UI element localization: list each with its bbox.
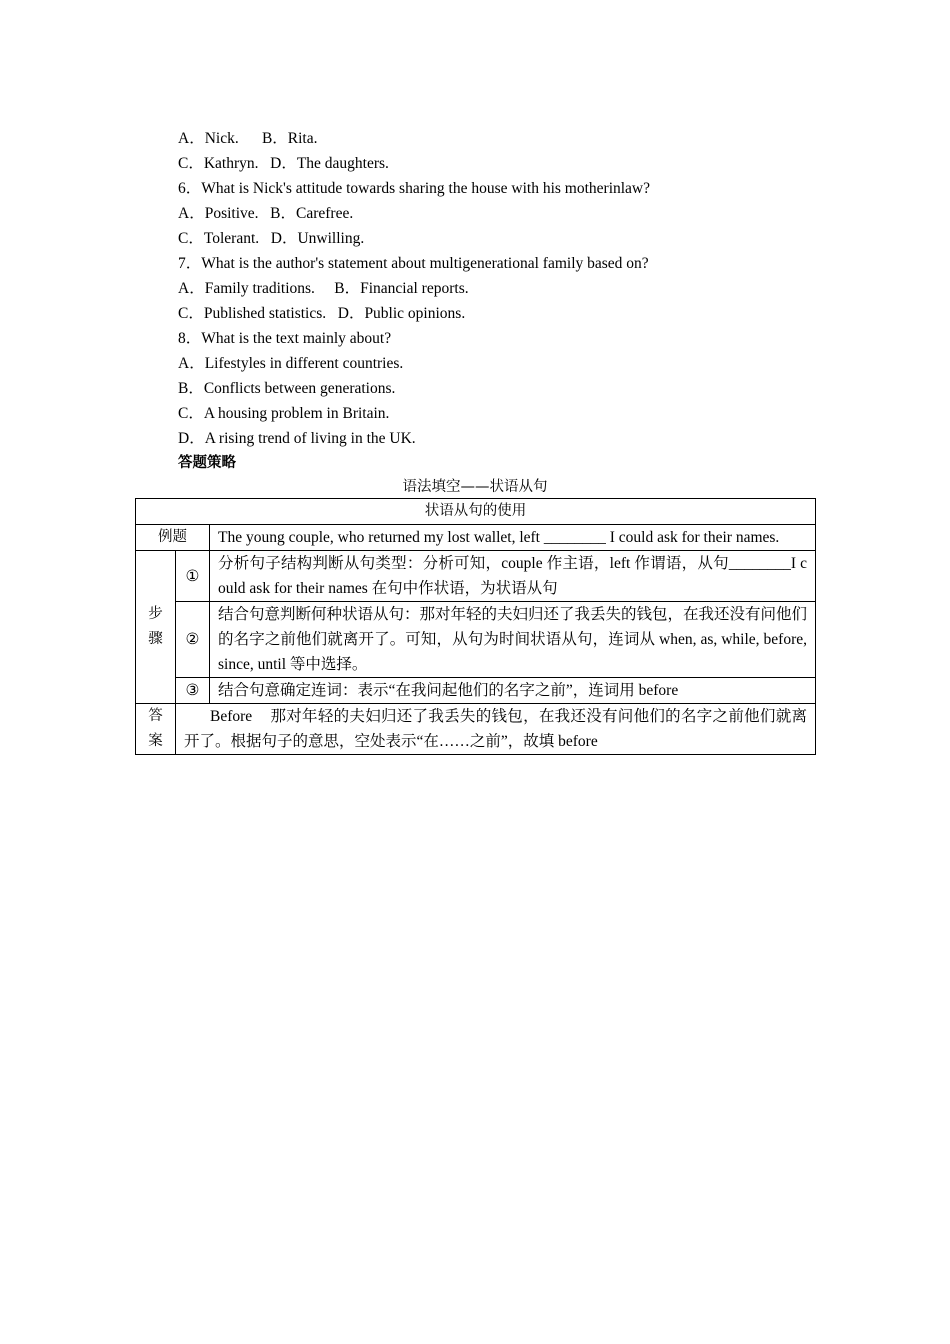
answer-label-text: 答案 (148, 708, 163, 749)
step-row (136, 678, 816, 704)
question-line: 6．What is Nick's attitude towards sharing the house with his motherinlaw? (178, 180, 651, 197)
section-title: 语法填空——状语从句 (402, 479, 548, 495)
question-line: A．Nick. B．Rita. (178, 130, 318, 147)
question-block (178, 126, 650, 476)
answer-cell (176, 704, 816, 755)
example-label: 例题 (136, 525, 210, 551)
answer-explanation: 那对年轻的夫妇归还了我丢失的钱包，在我还没有问他们的名字之前他们就离开了。根据句子的意思，空处表示“在……之前”，故填 before (184, 708, 807, 750)
question-line: C．Tolerant. D．Unwilling. (178, 230, 365, 247)
step-text: 结合句意判断何种状语从句：那对年轻的夫妇归还了我丢失的钱包，在我还没有问他们的名字之前他们就离开了。可知，从句为时间状语从句，连词从 when, as, while, before, since, until 等中选择。 (210, 602, 816, 678)
question-line: C．Kathryn. D．The daughters. (178, 155, 389, 172)
question-line: A．Family traditions. B．Financial reports. (178, 280, 469, 297)
table-header-row (136, 499, 816, 525)
grammar-table (135, 498, 816, 755)
question-line: B．Conflicts between generations. (178, 380, 396, 397)
question-line: C．A housing problem in Britain. (178, 405, 390, 422)
step-text: 分析句子结构判断从句类型：分析可知，couple 作主语，left 作谓语，从句________I could ask for their names 在句中作状语，为状语从句 (210, 551, 816, 602)
question-line: 8．What is the text mainly about? (178, 330, 392, 347)
step-text: 结合句意确定连词：表示“在我问起他们的名字之前”，连词用 before (210, 678, 816, 704)
question-line: C．Published statistics. D．Public opinions. (178, 305, 466, 322)
step-number: ① (176, 551, 210, 602)
step-number: ② (176, 602, 210, 678)
table-header: 状语从句的使用 (136, 499, 816, 525)
step-row (136, 602, 816, 678)
answer-label (136, 704, 176, 755)
steps-label (136, 551, 176, 704)
example-text: The young couple, who returned my lost wallet, left ________ I could ask for their names. (210, 525, 816, 551)
question-line: D．A rising trend of living in the UK. (178, 430, 416, 447)
steps-label-text: 步骤 (148, 606, 163, 647)
step-number: ③ (176, 678, 210, 704)
question-line: 7．What is the author's statement about multigenerational family based on? (178, 255, 649, 272)
answer-word: Before (210, 708, 253, 725)
strategy-heading: 答题策略 (178, 455, 236, 471)
example-row (136, 525, 816, 551)
question-line: A．Positive. B．Carefree. (178, 205, 354, 222)
question-line: A．Lifestyles in different countries. (178, 355, 404, 372)
answer-row (136, 704, 816, 755)
step-row (136, 551, 816, 602)
